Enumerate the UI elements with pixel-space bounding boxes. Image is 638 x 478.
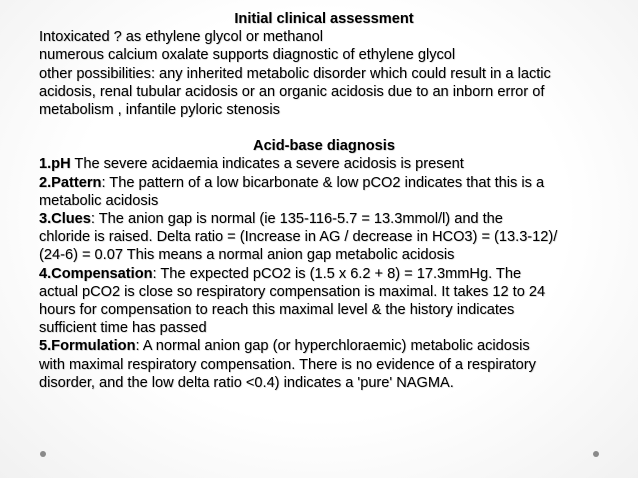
item-formulation — [39, 337, 609, 355]
item-text: : The expected pCO2 is (1.5 x 6.2 + 8) = 17.3mmHg. The — [152, 265, 522, 282]
section-title-initial-assessment: Initial clinical assessment — [234, 11, 414, 27]
item-text-continued: actual pCO2 is close so respiratory compensation is maximal. It takes 12 to 24 — [39, 283, 546, 300]
item-label: 2.Pattern — [39, 174, 102, 191]
item-text: : The anion gap is normal (ie 135-116-5.7 = 13.3mmol/l) and the — [90, 211, 503, 228]
assessment-line: numerous calcium oxalate supports diagnostic of ethylene glycol — [39, 47, 456, 64]
item-clues — [39, 210, 609, 228]
item-text-continued: disorder, and the low delta ratio <0.4) indicates a 'pure' NAGMA. — [39, 374, 454, 391]
section-title-acid-base: Acid-base diagnosis — [253, 138, 395, 155]
assessment-line: other possibilities: any inherited metabolic disorder which could result in a lactic — [39, 65, 551, 82]
assessment-line: acidosis, renal tubular acidosis or an organic acidosis due to an inborn error of — [39, 83, 545, 100]
item-text: : A normal anion gap (or hyperchloraemic) metabolic acidosis — [135, 338, 530, 355]
footer-dot-left — [40, 451, 46, 457]
item-label: 1.pH — [39, 156, 71, 173]
item-text-continued: hours for compensation to reach this maximal level & the history indicates — [39, 302, 515, 319]
item-label: 4.Compensation — [39, 265, 153, 282]
item-label: 3.Clues — [39, 211, 91, 228]
assessment-line: metabolism , infantile pyloric stenosis — [39, 102, 280, 119]
item-text: : The pattern of a low bicarbonate & low pCO2 indicates that this is a — [101, 174, 545, 191]
assessment-line: Intoxicated ? as ethylene glycol or methanol — [39, 29, 323, 46]
item-text-continued: metabolic acidosis — [39, 192, 159, 209]
item-pattern — [39, 174, 609, 192]
item-text-continued: sufficient time has passed — [39, 320, 207, 337]
item-ph — [39, 155, 609, 173]
slide-content — [39, 10, 609, 392]
footer-dot-right — [593, 451, 599, 457]
item-text-continued: chloride is raised. Delta ratio = (Increase in AG / decrease in HCO3) = (13.3-12)/ — [39, 229, 558, 246]
item-text-continued: (24-6) = 0.07 This means a normal anion gap metabolic acidosis — [39, 247, 455, 264]
item-text-continued: with maximal respiratory compensation. There is no evidence of a respiratory — [39, 356, 536, 373]
item-text: The severe acidaemia indicates a severe acidosis is present — [70, 156, 464, 173]
item-compensation — [39, 265, 609, 283]
section-spacer — [39, 119, 609, 137]
item-label: 5.Formulation — [39, 338, 136, 355]
